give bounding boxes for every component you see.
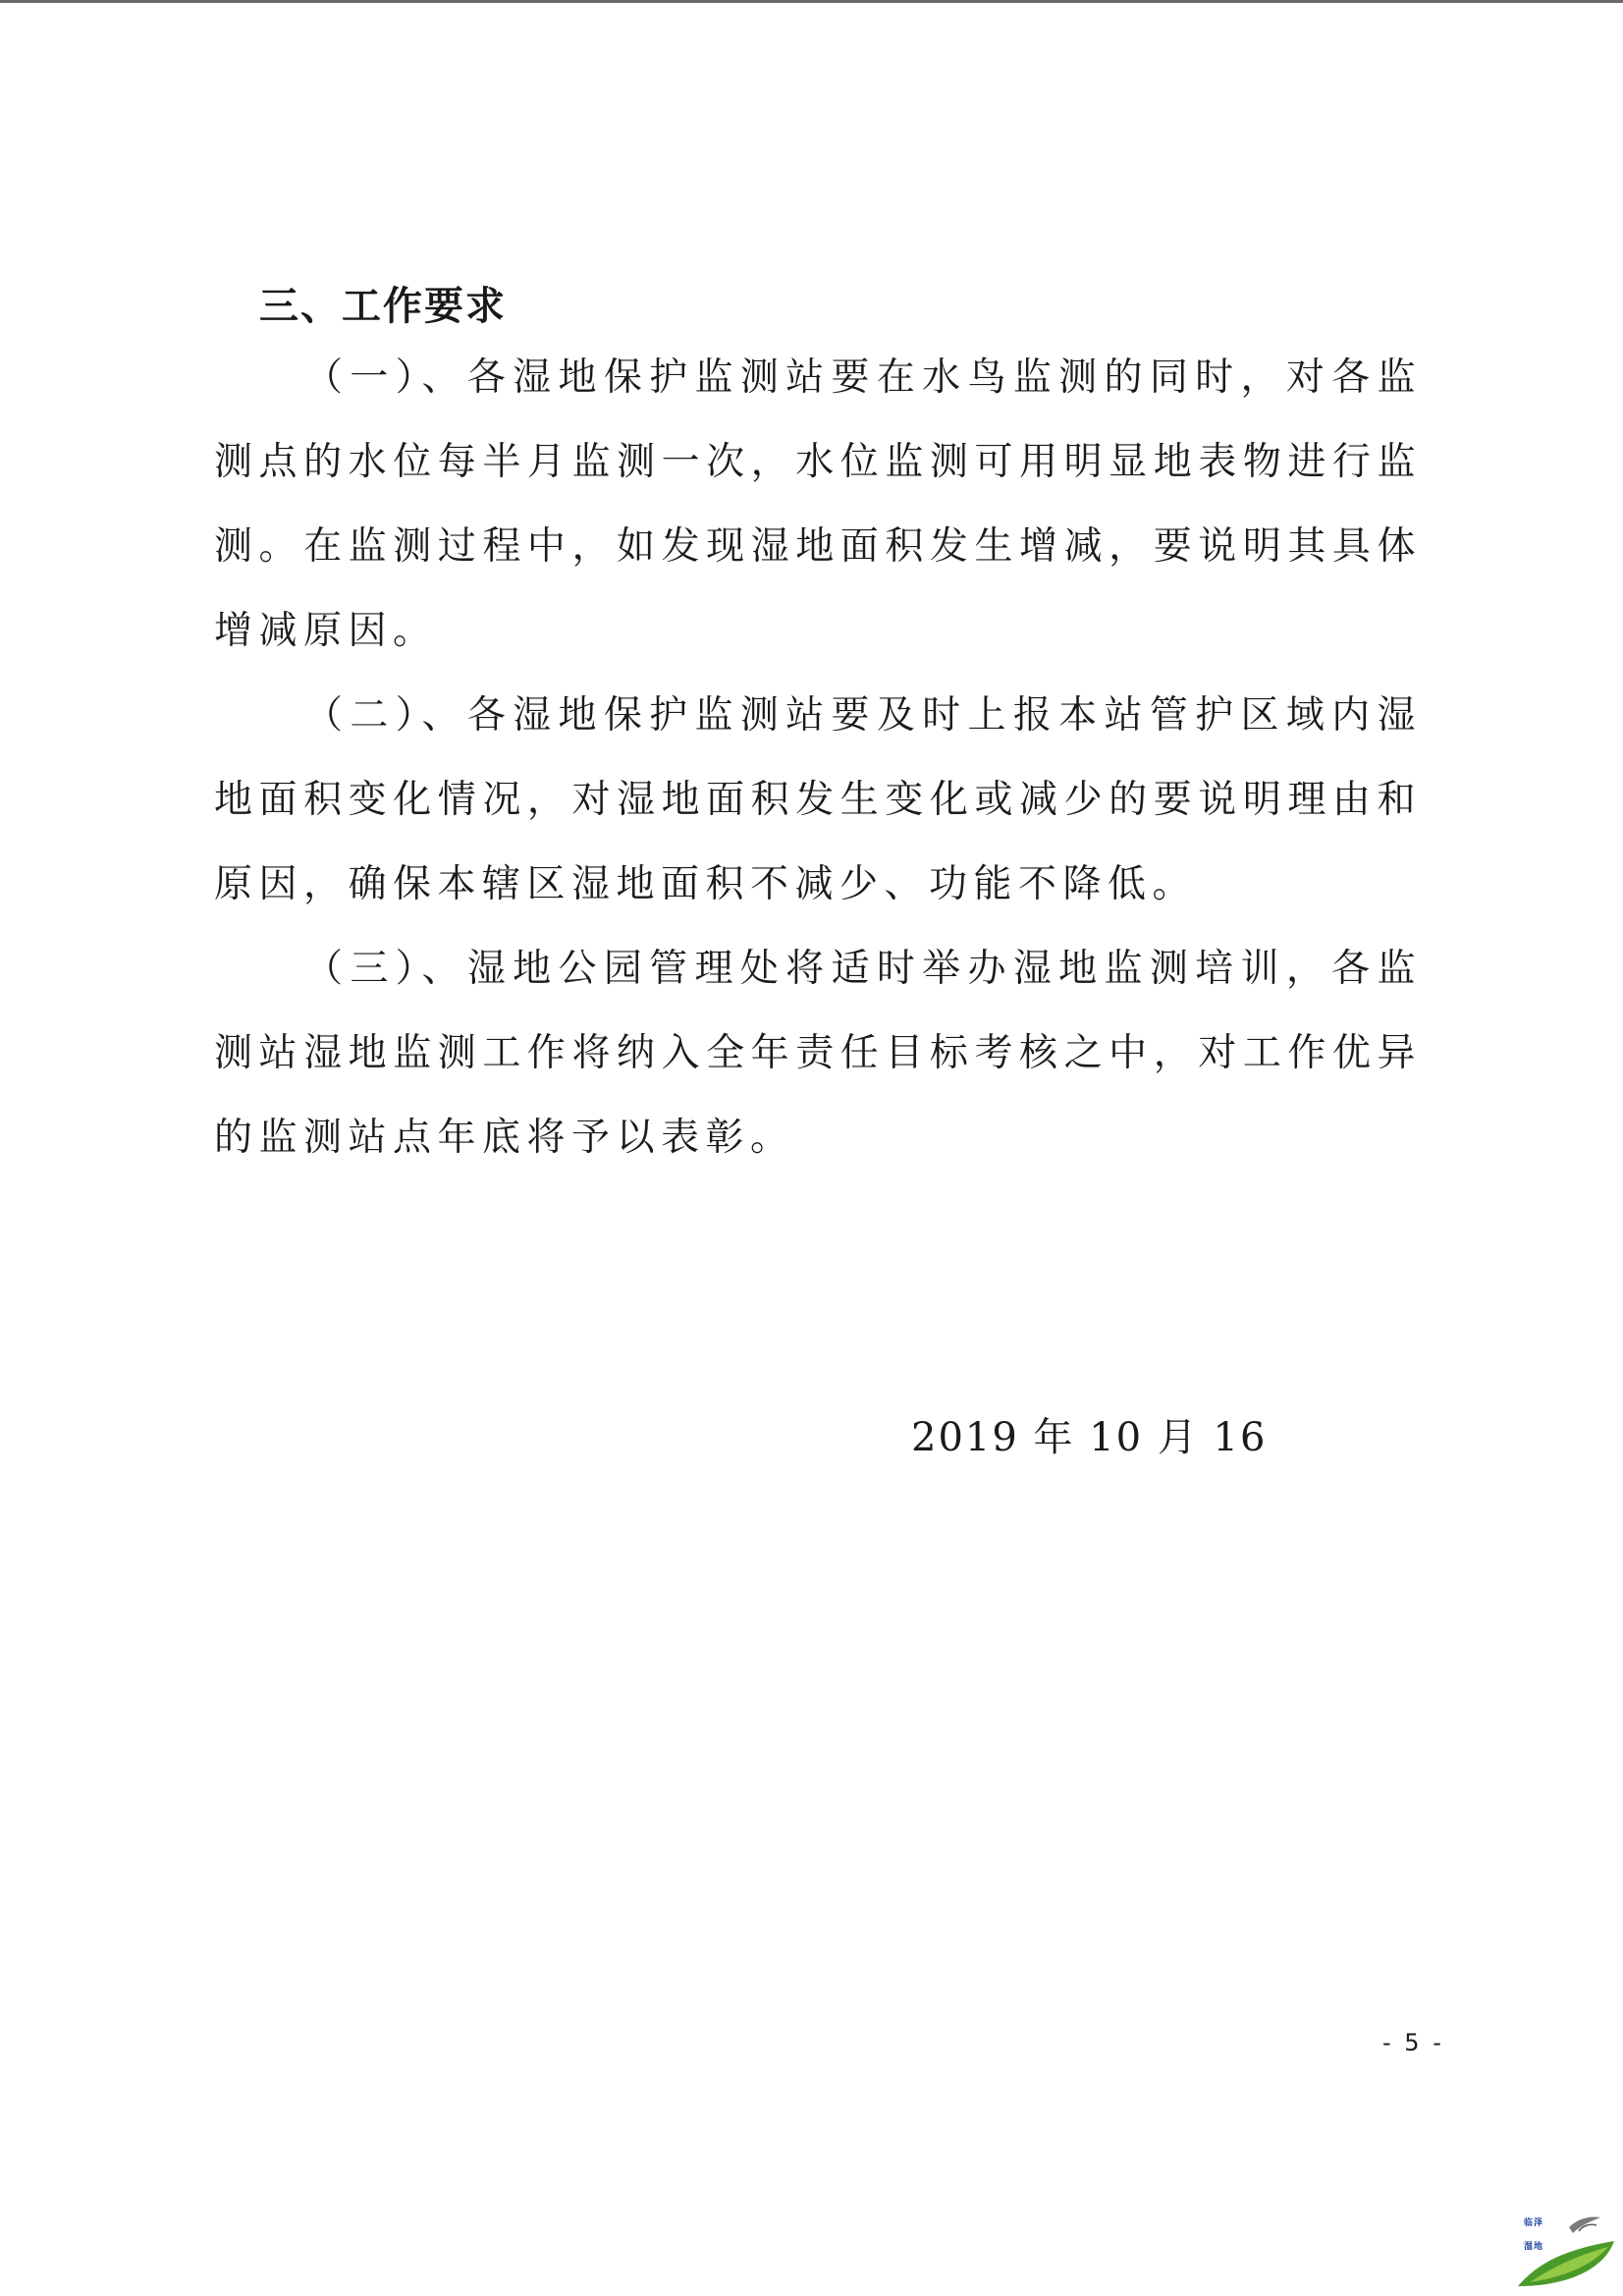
section-heading: 三、工作要求: [259, 284, 507, 329]
paragraph-3: （三）、湿地公园管理处将适时举办湿地监测培训，各监测站湿地监测工作将纳入全年责任目标考核之中，对工作优异的监测站点年底将予以表彰。: [214, 947, 1422, 1160]
logo-text-line1: 临泽: [1524, 2218, 1544, 2228]
document-body: [214, 277, 1422, 1180]
wetland-logo: [1510, 2192, 1618, 2290]
document-date: 2019 年 10 月 16: [911, 1415, 1268, 1460]
page-number: - 5 -: [1382, 2029, 1444, 2056]
logo-text-line2: 湿地: [1524, 2242, 1544, 2252]
paragraph-1: （一）、各湿地保护监测站要在水鸟监测的同时，对各监测点的水位每半月监测一次，水位监测可用明显地表物进行监测。在监测过程中，如发现湿地面积发生增减，要说明其具体增减原因。: [214, 355, 1422, 653]
scan-edge: [0, 0, 1623, 3]
paragraph-2: （二）、各湿地保护监测站要及时上报本站管护区域内湿地面积变化情况，对湿地面积发生变化或减少的要说明理由和原因，确保本辖区湿地面积不减少、功能不降低。: [214, 693, 1422, 906]
